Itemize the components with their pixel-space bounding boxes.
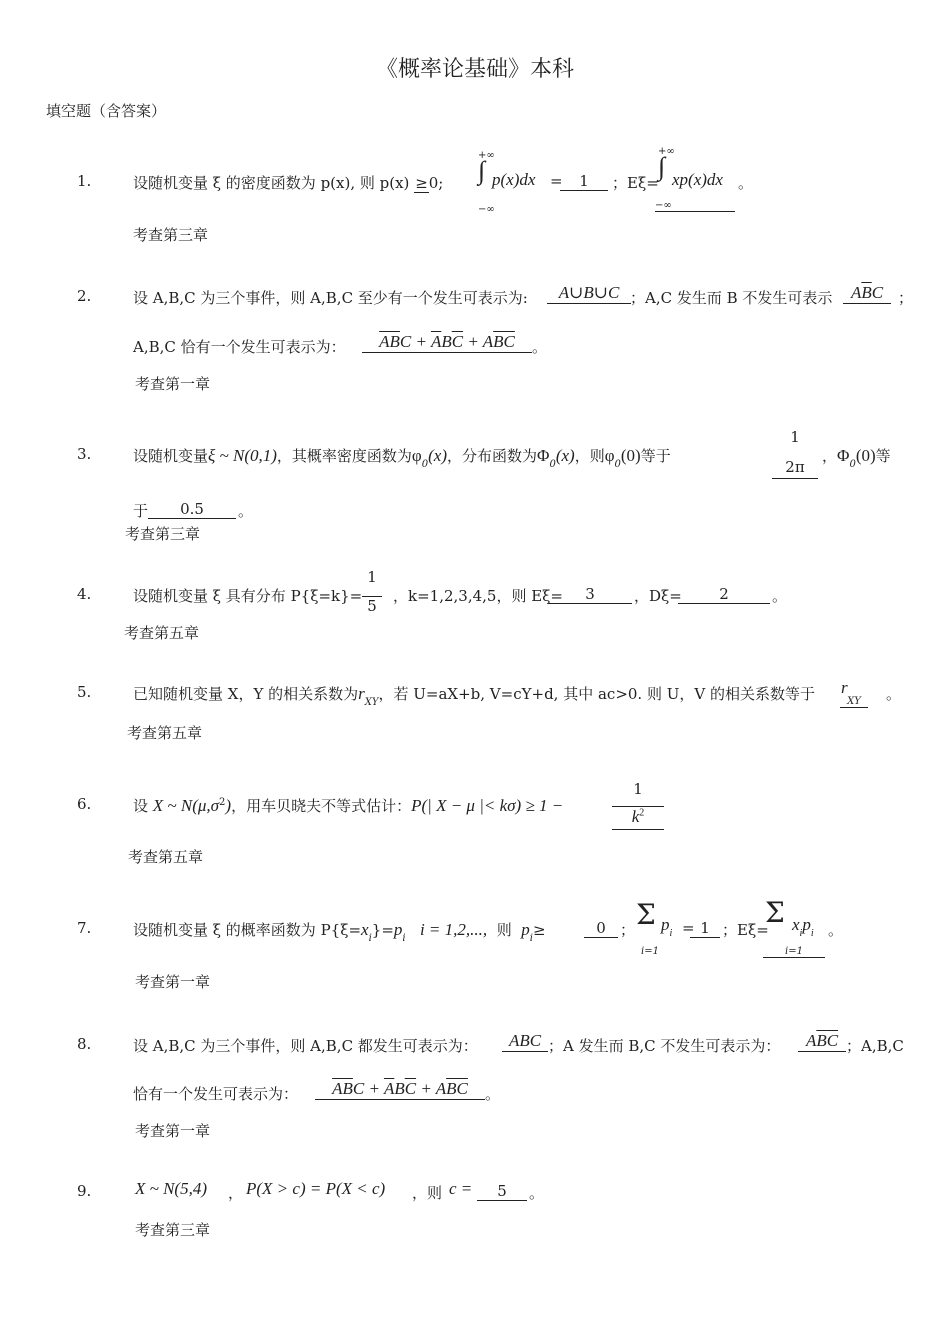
superscript: 2 <box>639 807 645 819</box>
answer-blank: 3 <box>548 585 632 604</box>
question-text <box>133 683 815 708</box>
answer-blank: ABC <box>502 1031 548 1052</box>
text: }= <box>371 921 394 939</box>
question-number: 5. <box>77 683 92 701</box>
term: $\overline{A}$ <box>430 332 442 351</box>
question-number: 4. <box>77 585 92 603</box>
question-text <box>133 445 671 470</box>
subscript: i <box>402 933 406 944</box>
text: ，用车贝晓夫不等式估计： <box>231 797 412 815</box>
answer-blank <box>798 1031 846 1052</box>
answer-c: C <box>871 283 884 302</box>
separator: ； <box>620 921 636 939</box>
math: (x) <box>555 446 575 465</box>
term: + A <box>416 1079 447 1098</box>
question-text <box>133 919 546 944</box>
answer-blank <box>362 332 532 353</box>
question-text <box>133 172 443 193</box>
term: $\overline{C}$ <box>404 1079 417 1098</box>
math: P(X > c) = P(X < c) <box>246 1179 386 1198</box>
subscript: i <box>810 928 814 939</box>
sigma-symbol: Σ <box>765 896 785 929</box>
answer-blank: 0 <box>584 919 618 938</box>
period: 。 <box>238 502 254 520</box>
math: Φ <box>837 446 850 465</box>
text: ，分布函数为 <box>446 447 537 465</box>
term: B <box>394 1079 405 1098</box>
math: x <box>792 915 800 934</box>
text: ， <box>822 447 838 465</box>
sigma-lower: i=1 <box>763 946 825 958</box>
answer-blank <box>315 1079 485 1100</box>
term: $\overline{C}$ <box>451 332 464 351</box>
period: 。 <box>772 587 788 605</box>
text: 设随机变量 ξ 的概率函数为 P{ξ= <box>133 921 362 939</box>
text: 设随机变量 <box>133 447 209 465</box>
math: X ~ N(μ,σ <box>152 796 220 815</box>
term: $\overline{B}$ <box>493 332 504 351</box>
separator: ； <box>898 289 914 307</box>
text: 则 <box>496 921 512 939</box>
equals-sign: = <box>550 172 563 190</box>
term: $\overline{C}$ <box>503 332 515 351</box>
term: C <box>399 332 412 351</box>
integral-symbol: ∫ <box>658 152 666 181</box>
term: $\overline{A}$ <box>383 1079 395 1098</box>
integrand: p(x)dx <box>492 170 536 189</box>
subscript: i <box>529 933 533 944</box>
math: i = 1,2,..., <box>419 920 488 939</box>
text <box>822 445 891 470</box>
math: p <box>393 920 403 939</box>
question-text: 恰有一个发生可表示为： <box>133 1085 299 1103</box>
text: k <box>631 807 640 826</box>
math: ξ ~ N(0,1) <box>208 446 277 465</box>
math <box>661 915 672 939</box>
period: 。 <box>485 1085 501 1103</box>
math: φ <box>604 446 615 465</box>
math: φ <box>411 446 422 465</box>
subscript: 0 <box>421 459 429 470</box>
chapter-note: 考查第五章 <box>127 724 203 742</box>
text: 已知随机变量 X，Y 的相关系数为 <box>133 685 359 703</box>
period: 。 <box>532 338 548 356</box>
question-text <box>133 795 563 816</box>
term: $\overline{C}$ <box>826 1031 839 1050</box>
text: 等 <box>875 447 891 465</box>
question-number: 7. <box>77 919 92 937</box>
math: P(| X − μ |< kσ) ≥ 1 − <box>411 796 564 815</box>
question-number: 2. <box>77 287 92 305</box>
integrand: xp(x)dx <box>672 170 723 189</box>
math: p <box>802 915 811 934</box>
math: r <box>358 684 365 703</box>
subscript: i <box>799 928 803 939</box>
term: $\overline{B}$ <box>342 1079 353 1098</box>
text: ，其概率密度函数为 <box>276 447 412 465</box>
integral-upper-limit: +∞ <box>658 146 675 157</box>
math: (0) <box>855 446 876 465</box>
term: B <box>441 332 452 351</box>
term: $\overline{A}$ <box>332 1079 343 1098</box>
subscript: i <box>368 933 372 944</box>
answer-blank: 2 <box>678 585 770 604</box>
answer-r: r <box>841 678 848 697</box>
integral-symbol: ∫ <box>478 156 486 185</box>
fraction-numerator: 1 <box>790 428 800 446</box>
chapter-note: 考查第一章 <box>135 375 211 393</box>
question-text: ，Dξ= <box>634 587 682 605</box>
answer-blank: 1 <box>690 919 720 938</box>
math: (0) <box>620 446 641 465</box>
period: 。 <box>738 174 754 192</box>
term: $\overline{B}$ <box>816 1031 827 1050</box>
term: $\overline{A}$ <box>379 332 390 351</box>
term: $\overline{B}$ <box>446 1079 457 1098</box>
answer-blank: 0.5 <box>148 500 236 519</box>
question-number: 9. <box>77 1182 92 1200</box>
text: 设 <box>133 797 149 815</box>
text: ，则 <box>574 447 605 465</box>
section-subtitle: 填空题（含答案） <box>46 102 167 120</box>
period: 。 <box>828 921 844 939</box>
question-number: 8. <box>77 1035 92 1053</box>
chapter-note: 考查第三章 <box>125 525 201 543</box>
chapter-note: 考查第五章 <box>124 624 200 642</box>
chapter-note: 考查第三章 <box>133 226 209 244</box>
answer-b: $\overline{B}$ <box>861 283 872 302</box>
term: $\overline{C}$ <box>456 1079 468 1098</box>
question-text: 设随机变量 ξ 具有分布 P{ξ=k}= <box>133 587 363 605</box>
ge-symbol: ≥ <box>415 174 428 192</box>
fraction-denominator: 2π <box>772 458 818 479</box>
integral-lower-limit: −∞ <box>655 200 735 212</box>
text: 于 <box>133 502 149 520</box>
chapter-note: 考查第一章 <box>135 1122 211 1140</box>
ge-symbol: ≥ <box>532 921 546 939</box>
question-number: 1. <box>77 172 92 190</box>
period: 。 <box>529 1184 545 1202</box>
period: 。 <box>886 685 902 703</box>
term: $\overline{B}$ <box>389 332 400 351</box>
subscript: 0 <box>614 459 621 470</box>
question-text: A,B,C 恰有一个发生可表示为： <box>133 338 346 356</box>
answer-blank <box>843 283 891 304</box>
question-number: 3. <box>77 445 92 463</box>
math: (x) <box>428 446 447 465</box>
math: Φ <box>537 446 550 465</box>
term: A <box>805 1031 817 1050</box>
sigma-symbol: Σ <box>636 898 656 931</box>
math: x <box>361 920 369 939</box>
fraction-numerator: 1 <box>367 568 377 586</box>
answer-a: A <box>850 283 862 302</box>
expectation-label: ；Eξ= <box>722 921 769 939</box>
question-text: ；A,B,C <box>846 1037 904 1055</box>
math: c = <box>449 1179 473 1198</box>
subscript: 0 <box>849 459 856 470</box>
question-stem: 设随机变量 ξ 的密度函数为 p(x), 则 p(x) <box>133 174 410 192</box>
math: p <box>521 920 530 939</box>
plus: + <box>364 1079 384 1098</box>
subscript: i <box>669 928 673 939</box>
answer-blank: 5 <box>477 1182 527 1201</box>
text: 等于 <box>640 447 671 465</box>
math: X ~ N(5,4) <box>135 1179 207 1198</box>
question-text: ，k=1,2,3,4,5，则 Eξ= <box>393 587 563 605</box>
subscript: 0 <box>549 459 556 470</box>
math: ) <box>225 796 232 815</box>
term: + A <box>463 332 494 351</box>
expectation-label: ；Eξ= <box>612 174 659 192</box>
term: C <box>352 1079 365 1098</box>
sigma-lower: i=1 <box>641 946 659 957</box>
integral-upper-limit: +∞ <box>478 150 495 161</box>
question-text: ；A,C 发生而 B 不发生可表示 <box>630 289 833 307</box>
superscript: 2 <box>219 797 226 808</box>
fraction-numerator: 1 <box>633 780 643 798</box>
equals-sign: = <box>682 919 695 937</box>
question-text: ；A 发生而 B,C 不发生可表示为： <box>548 1037 781 1055</box>
answer-subscript: XY <box>840 696 868 708</box>
chapter-note: 考查第一章 <box>135 973 211 991</box>
text: ， <box>228 1184 244 1202</box>
math: p <box>661 915 670 934</box>
answer-blank: 1 <box>560 172 608 191</box>
answer-blank: A∪B∪C <box>547 283 631 304</box>
document-title: 《概率论基础》本科 <box>375 57 574 82</box>
chapter-note: 考查第三章 <box>135 1221 211 1239</box>
question-text: 设 A,B,C 为三个事件，则 A,B,C 都发生可表示为： <box>133 1037 478 1055</box>
text: ，则 <box>412 1184 443 1202</box>
fraction-denominator: 5 <box>362 596 382 615</box>
question-number: 6. <box>77 795 92 813</box>
subscript: XY <box>364 697 379 708</box>
math <box>792 915 814 939</box>
chapter-note: 考查第五章 <box>128 848 204 866</box>
fraction-denominator <box>612 806 664 830</box>
question-text: 设 A,B,C 为三个事件，则 A,B,C 至少有一个发生可表示为: <box>133 289 528 307</box>
plus: + <box>411 332 431 351</box>
integral-lower-limit: −∞ <box>478 204 495 215</box>
zero-value: 0; <box>428 174 444 192</box>
text: ，若 U=aX+b, V=cY+d, 其中 ac>0. 则 U，V 的相关系数等于 <box>378 685 815 703</box>
